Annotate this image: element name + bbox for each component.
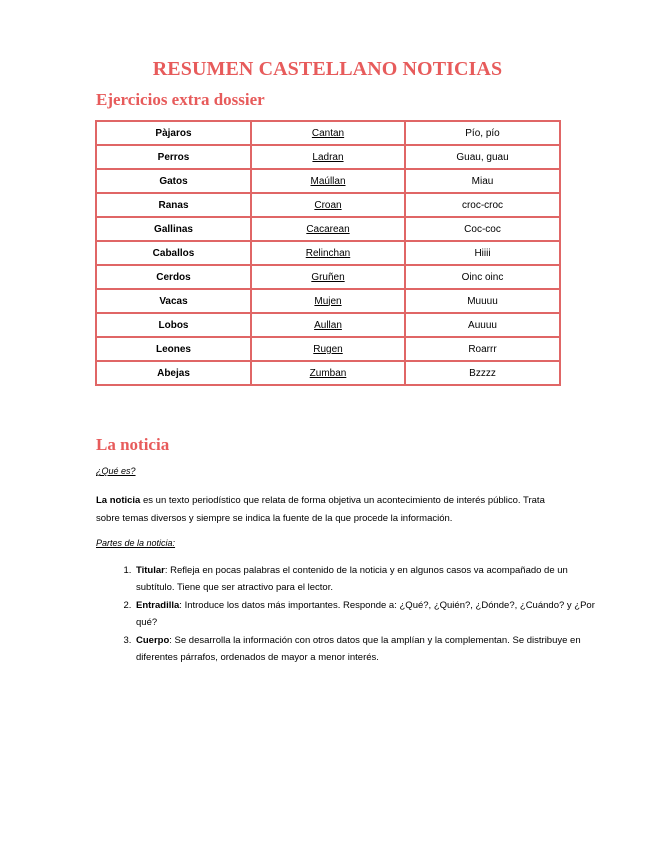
verb-cell: Relinchan — [251, 241, 405, 265]
definition-term: La noticia — [96, 495, 141, 506]
sound-cell: Hiiii — [405, 241, 560, 265]
sound-cell: croc-croc — [405, 193, 560, 217]
part-term: Entradilla — [136, 600, 180, 611]
part-text: : Introduce los datos más importantes. Responde a: ¿Qué?, ¿Quién?, ¿Dónde?, ¿Cuándo? y ¿Por qué? — [136, 600, 595, 628]
parts-list — [96, 562, 604, 667]
table-row — [96, 169, 560, 193]
verb-cell: Zumban — [251, 361, 405, 385]
part-term: Titular — [136, 565, 165, 576]
verb-cell: Rugen — [251, 337, 405, 361]
part-text: : Refleja en pocas palabras el contenido de la noticia y en algunos casos va acompañado de un subtítulo. Tiene que ser atractivo para el lector. — [136, 565, 568, 593]
table-row — [96, 313, 560, 337]
section-heading-noticia: La noticia — [96, 435, 170, 454]
animal-cell: Lobos — [96, 313, 251, 337]
animal-cell: Abejas — [96, 361, 251, 385]
sound-cell: Bzzzz — [405, 361, 560, 385]
verb-cell: Maúllan — [251, 169, 405, 193]
animal-cell: Ranas — [96, 193, 251, 217]
section-subtitle: Ejercicios extra dossier — [96, 90, 265, 109]
animal-cell: Gatos — [96, 169, 251, 193]
question-label: ¿Qué es? — [96, 466, 136, 476]
list-item — [134, 562, 604, 596]
sound-cell: Muuuu — [405, 289, 560, 313]
sound-cell: Pío, pío — [405, 121, 560, 145]
verb-cell: Croan — [251, 193, 405, 217]
table-row — [96, 121, 560, 145]
animals-table — [95, 120, 561, 386]
sound-cell: Guau, guau — [405, 145, 560, 169]
table-row — [96, 217, 560, 241]
sound-cell: Roarrr — [405, 337, 560, 361]
part-term: Cuerpo — [136, 635, 170, 646]
part-text: : Se desarrolla la información con otros datos que la amplían y la complementan. Se distribuye en diferentes párrafos, ordenados de mayor a menor interés. — [136, 635, 581, 663]
definition-paragraph — [96, 492, 566, 528]
animal-cell: Vacas — [96, 289, 251, 313]
list-item — [134, 597, 604, 631]
verb-cell: Cantan — [251, 121, 405, 145]
sound-cell: Miau — [405, 169, 560, 193]
table-row — [96, 337, 560, 361]
verb-cell: Aullan — [251, 313, 405, 337]
table-row — [96, 241, 560, 265]
sound-cell: Oinc oinc — [405, 265, 560, 289]
verb-cell: Ladran — [251, 145, 405, 169]
document-title: RESUMEN CASTELLANO NOTICIAS — [152, 58, 503, 80]
list-item — [134, 632, 604, 666]
sound-cell: Coc-coc — [405, 217, 560, 241]
sound-cell: Auuuu — [405, 313, 560, 337]
verb-cell: Gruñen — [251, 265, 405, 289]
animal-cell: Perros — [96, 145, 251, 169]
verb-cell: Mujen — [251, 289, 405, 313]
table-row — [96, 145, 560, 169]
animal-cell: Gallinas — [96, 217, 251, 241]
table-row — [96, 193, 560, 217]
animal-cell: Pàjaros — [96, 121, 251, 145]
table-row — [96, 361, 560, 385]
definition-text: es un texto periodístico que relata de forma objetiva un acontecimiento de interés público. Trata sobre temas diversos y siempre se indica la fuente de la que procede la información. — [96, 495, 545, 524]
parts-heading: Partes de la noticia: — [96, 538, 176, 548]
animal-cell: Leones — [96, 337, 251, 361]
animal-cell: Caballos — [96, 241, 251, 265]
table-row — [96, 289, 560, 313]
verb-cell: Cacarean — [251, 217, 405, 241]
table-row — [96, 265, 560, 289]
animal-cell: Cerdos — [96, 265, 251, 289]
